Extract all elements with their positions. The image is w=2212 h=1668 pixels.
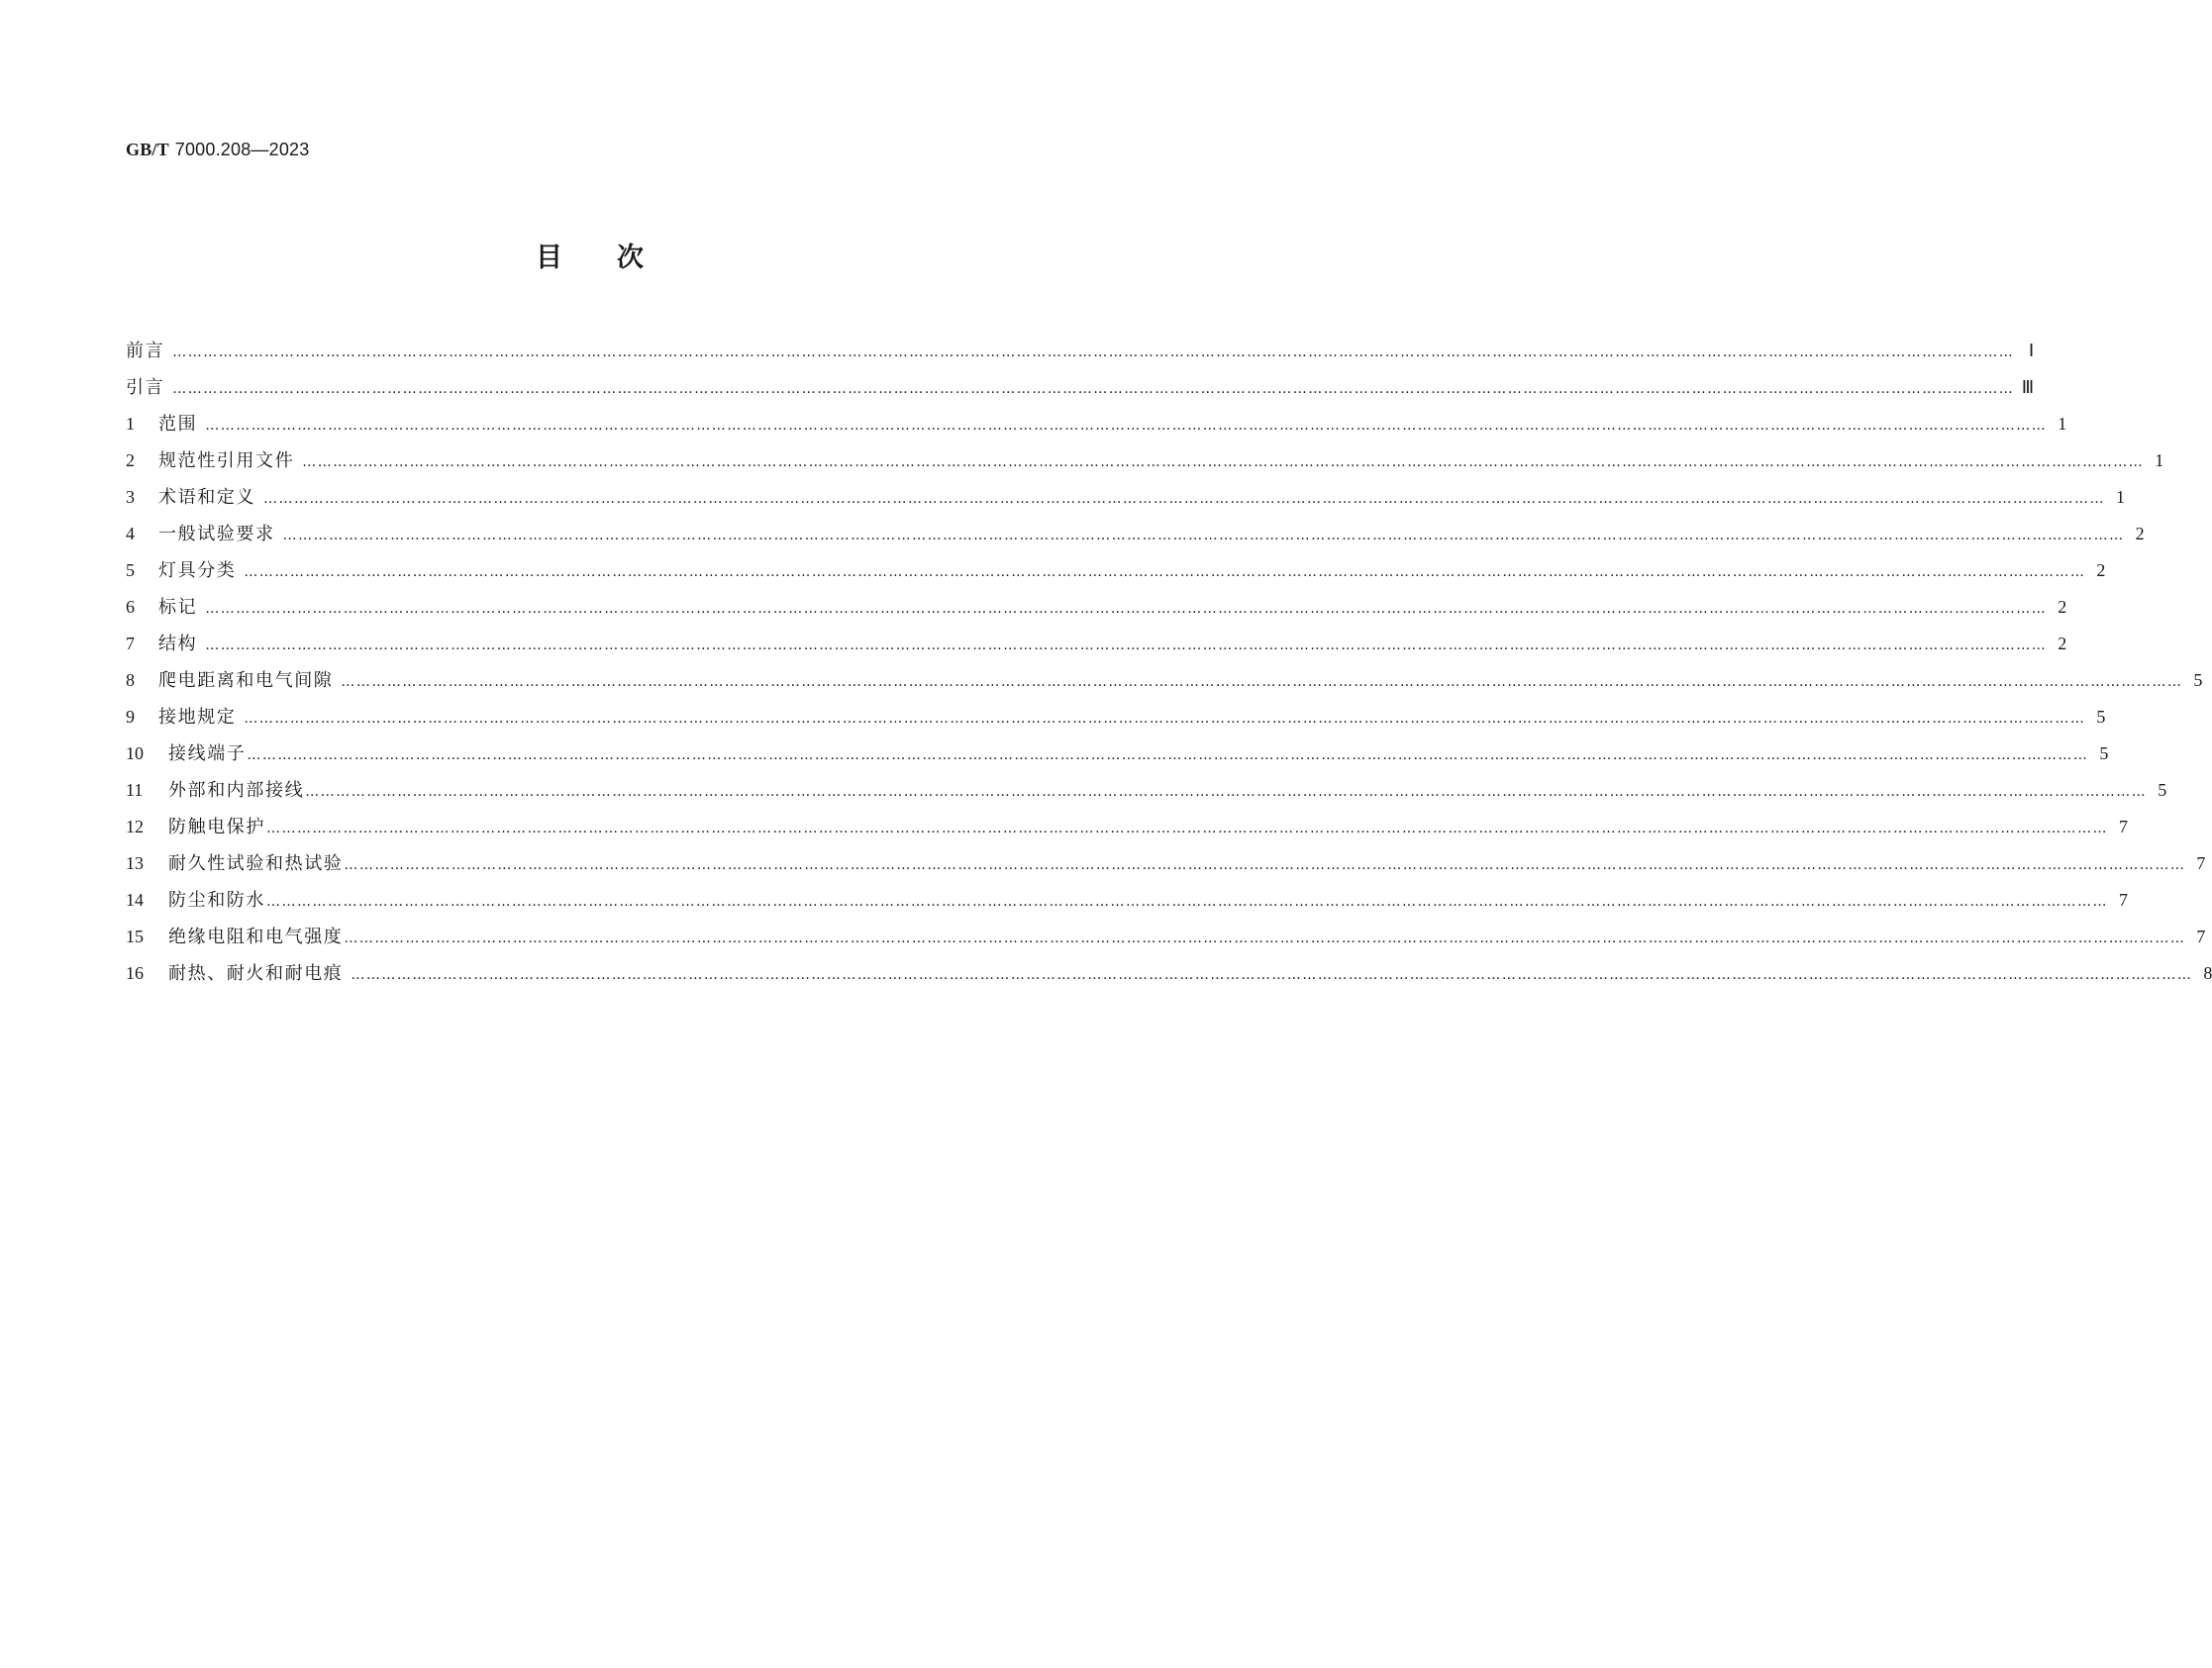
toc-entry-title: 防尘和防水 bbox=[168, 890, 265, 911]
toc-entry-title: 标记 bbox=[158, 597, 198, 618]
toc-entry[interactable] bbox=[126, 813, 2128, 849]
toc-entry-title: 引言 bbox=[126, 377, 165, 398]
toc-dot-leader: ……………………………………………………………………………………………………………………………………………………………………………………………………………………………………………………………………………………………………………………………… bbox=[302, 454, 2145, 470]
toc-entry-page: 2 bbox=[2096, 560, 2106, 580]
standard-number: 7000.208—2023 bbox=[174, 140, 310, 159]
toc-entry-title: 接地规定 bbox=[158, 707, 237, 728]
toc-entry-title: 前言 bbox=[126, 341, 165, 361]
toc-entry[interactable] bbox=[126, 337, 2035, 373]
toc-entry-number: 9 bbox=[126, 707, 135, 727]
toc-entry-number: 13 bbox=[126, 853, 144, 873]
toc-entry-page: Ⅰ bbox=[2028, 341, 2035, 360]
toc-entry[interactable] bbox=[126, 446, 2164, 483]
toc-entry[interactable] bbox=[126, 886, 2128, 923]
toc-entry-number: 5 bbox=[126, 560, 135, 580]
toc-dot-leader: ……………………………………………………………………………………………………………………………………………………………………………………………………………………………………………………………………………………………………………………………… bbox=[205, 601, 2048, 617]
toc-entry-page: 5 bbox=[2096, 707, 2106, 727]
toc-dot-leader: ……………………………………………………………………………………………………………………………………………………………………………………………………………………………………………………………………………………………………………………………… bbox=[205, 638, 2048, 653]
toc-dot-leader: ……………………………………………………………………………………………………………………………………………………………………………………………………………………………………………………………………………………………………………………………… bbox=[244, 564, 2086, 580]
toc-entry[interactable] bbox=[126, 556, 2106, 593]
toc-entry-page: 7 bbox=[2196, 927, 2206, 946]
toc-entry-number: 3 bbox=[126, 487, 135, 507]
toc-entry-number: 15 bbox=[126, 927, 144, 946]
toc-entry-page: 7 bbox=[2119, 817, 2128, 836]
toc-entry-title: 一般试验要求 bbox=[158, 524, 275, 544]
toc-heading: 目次 bbox=[536, 243, 698, 273]
toc-entry-page: 5 bbox=[2193, 670, 2203, 690]
toc-dot-leader: ……………………………………………………………………………………………………………………………………………………………………………………………………………………………………………………………………………………………………………………………… bbox=[172, 344, 2015, 360]
toc-dot-leader: ……………………………………………………………………………………………………………………………………………………………………………………………………………………………………………………………………………………………………………………………… bbox=[172, 381, 2015, 397]
toc-entry-title: 爬电距离和电气间隙 bbox=[158, 670, 334, 691]
toc-dot-leader: ……………………………………………………………………………………………………………………………………………………………………………………………………………………………………………………………………………………………………………………………… bbox=[341, 674, 2183, 690]
toc-entry-number: 2 bbox=[126, 450, 135, 470]
toc-entry-title: 结构 bbox=[158, 634, 198, 654]
toc-entry[interactable] bbox=[126, 849, 2206, 886]
toc-entry[interactable] bbox=[126, 776, 2167, 813]
toc-entry-page: 2 bbox=[2058, 597, 2067, 617]
standard-number-header bbox=[126, 140, 309, 160]
toc-entry-number: 10 bbox=[126, 743, 144, 763]
toc-entry-title: 耐久性试验和热试验 bbox=[168, 853, 344, 874]
toc-entry-number: 4 bbox=[126, 524, 135, 543]
toc-entry[interactable] bbox=[126, 593, 2067, 630]
toc-dot-leader: ……………………………………………………………………………………………………………………………………………………………………………………………………………………………………………………………………………………………………………………………… bbox=[266, 821, 2108, 836]
toc-entry-title: 外部和内部接线 bbox=[168, 780, 305, 801]
toc-entry-page: Ⅲ bbox=[2021, 377, 2035, 397]
toc-dot-leader: ……………………………………………………………………………………………………………………………………………………………………………………………………………………………………………………………………………………………………………………………… bbox=[305, 784, 2148, 800]
toc-entry-title: 灯具分类 bbox=[158, 560, 237, 581]
toc-entry-page: 5 bbox=[2158, 780, 2167, 800]
toc-entry-title: 规范性引用文件 bbox=[158, 450, 295, 471]
toc-entry-title: 绝缘电阻和电气强度 bbox=[168, 927, 344, 947]
toc-entry-title: 接线端子 bbox=[168, 743, 247, 764]
toc-entry-number: 1 bbox=[126, 414, 135, 434]
toc-entry-number: 8 bbox=[126, 670, 135, 690]
table-of-contents bbox=[126, 337, 2212, 996]
toc-dot-leader: ……………………………………………………………………………………………………………………………………………………………………………………………………………………………………………………………………………………………………………………………… bbox=[247, 747, 2089, 763]
toc-entry-number: 7 bbox=[126, 634, 135, 653]
toc-entry-page: 2 bbox=[2135, 524, 2145, 543]
toc-entry-page: 1 bbox=[2116, 487, 2125, 507]
toc-entry[interactable] bbox=[126, 959, 2212, 996]
toc-entry[interactable] bbox=[126, 373, 2035, 410]
toc-entry[interactable] bbox=[126, 630, 2067, 666]
toc-dot-leader: ……………………………………………………………………………………………………………………………………………………………………………………………………………………………………………………………………………………………………………………………… bbox=[344, 857, 2186, 873]
toc-dot-leader: ……………………………………………………………………………………………………………………………………………………………………………………………………………………………………………………………………………………………………………………………… bbox=[344, 931, 2186, 946]
toc-entry-page: 1 bbox=[2058, 414, 2067, 434]
toc-entry-title: 范围 bbox=[158, 414, 198, 435]
toc-entry-page: 8 bbox=[2203, 963, 2212, 983]
toc-entry-number: 14 bbox=[126, 890, 144, 910]
toc-dot-leader: ……………………………………………………………………………………………………………………………………………………………………………………………………………………………………………………………………………………………………………………………… bbox=[205, 418, 2048, 434]
toc-dot-leader: ……………………………………………………………………………………………………………………………………………………………………………………………………………………………………………………………………………………………………………………………… bbox=[263, 491, 2105, 507]
toc-entry[interactable] bbox=[126, 923, 2206, 959]
toc-entry[interactable] bbox=[126, 520, 2145, 556]
toc-entry-page: 7 bbox=[2196, 853, 2206, 873]
toc-entry-title: 术语和定义 bbox=[158, 487, 255, 508]
toc-entry[interactable] bbox=[126, 666, 2203, 703]
toc-entry-number: 6 bbox=[126, 597, 135, 617]
toc-dot-leader: ……………………………………………………………………………………………………………………………………………………………………………………………………………………………………………………………………………………………………………………………… bbox=[244, 711, 2086, 727]
toc-entry-number: 12 bbox=[126, 817, 144, 836]
toc-dot-leader: ……………………………………………………………………………………………………………………………………………………………………………………………………………………………………………………………………………………………………………………………… bbox=[282, 528, 2125, 543]
toc-dot-leader: ……………………………………………………………………………………………………………………………………………………………………………………………………………………………………………………………………………………………………………………………… bbox=[351, 967, 2193, 983]
toc-entry-number: 11 bbox=[126, 780, 144, 800]
toc-entry[interactable] bbox=[126, 410, 2067, 446]
toc-entry-title: 耐热、耐火和耐电痕 bbox=[168, 963, 344, 984]
toc-entry-page: 2 bbox=[2058, 634, 2067, 653]
toc-entry-title: 防触电保护 bbox=[168, 817, 265, 837]
standard-prefix: GB/T bbox=[126, 140, 169, 159]
toc-entry-number: 16 bbox=[126, 963, 144, 983]
toc-entry[interactable] bbox=[126, 739, 2109, 776]
toc-entry-page: 7 bbox=[2119, 890, 2128, 910]
toc-entry-page: 1 bbox=[2155, 450, 2164, 470]
toc-entry-page: 5 bbox=[2099, 743, 2109, 763]
toc-entry[interactable] bbox=[126, 483, 2125, 520]
toc-entry[interactable] bbox=[126, 703, 2106, 739]
toc-dot-leader: ……………………………………………………………………………………………………………………………………………………………………………………………………………………………………………………………………………………………………………………………… bbox=[266, 894, 2108, 910]
